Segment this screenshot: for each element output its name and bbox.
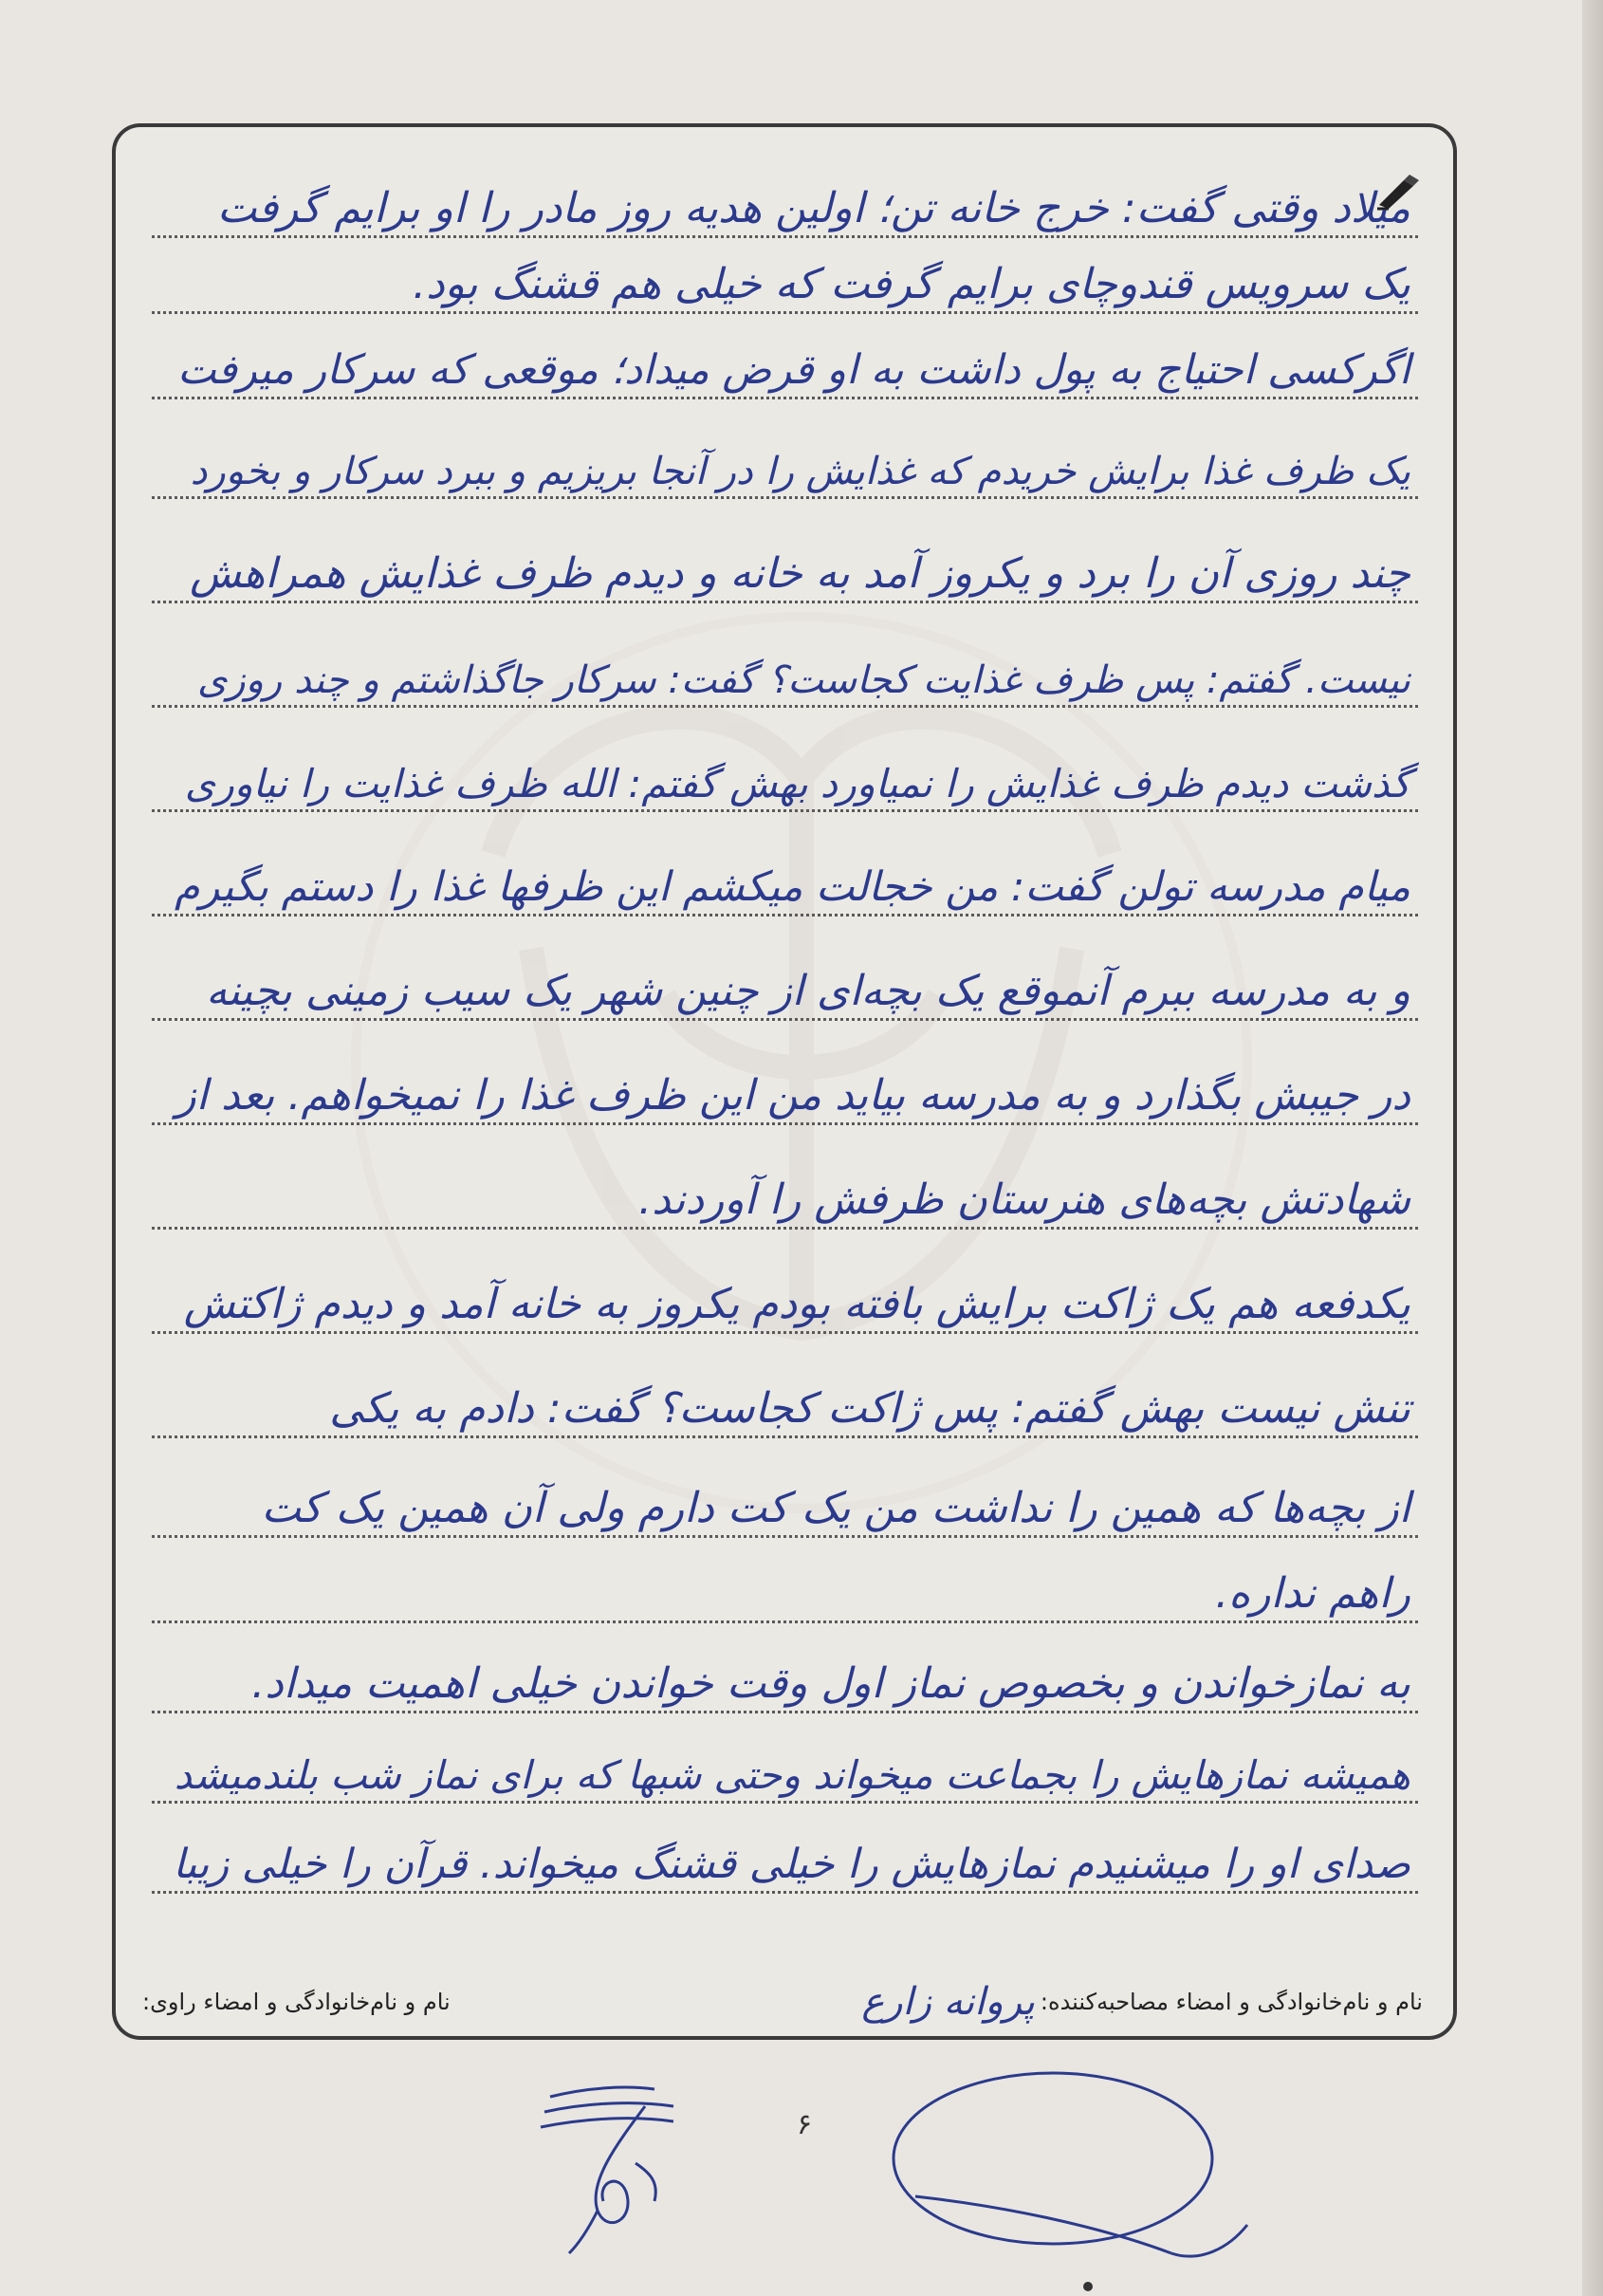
handwritten-line: اگرکسی احتیاج به پول داشت به او قرض میداد؛ موقعی که سرکار میرفت [177,346,1410,394]
text-line [152,1817,1418,1894]
handwritten-line: گذشت دیدم ظرف غذایش را نمیاورد بهش گفتم: الله ظرف غذایت را نیاوری [184,761,1410,806]
handwritten-line: صدای او را میشنیدم نمازهایش را خیلی قشنگ میخواند. قرآن را خیلی زیبا [173,1841,1410,1888]
narrator-label: نام و نام‌خانوادگی و امضاء راوی: [142,1989,451,2015]
page-number: ۶ [797,2108,813,2141]
text-line [152,1257,1418,1334]
interviewer-label: نام و نام‌خانوادگی و امضاء مصاحبه‌کننده: [1040,1989,1423,2015]
handwritten-line: از بچه‌ها که همین را نداشت من یک کت دارم ولی آن همین یک کت [261,1484,1410,1532]
text-line [152,323,1418,399]
interviewer-signature [531,2068,692,2258]
handwritten-line: میام مدرسه تولن گفت: من خجالت میکشم این ظرفها غذا را دستم بگیرم [174,863,1410,911]
handwritten-line: نیست. گفتم: پس ظرف غذایت کجاست؟ گفت: سرکار جاگذاشتم و چند روزی [196,658,1410,702]
text-line [152,422,1418,499]
interviewer-name: پروانه زارع [861,1980,1035,2024]
text-line [152,1727,1418,1804]
text-line [152,527,1418,603]
handwritten-line: شهادتش بچه‌های هنرستان ظرفش را آوردند. [638,1176,1410,1224]
handwritten-line: راهم نداره. [1215,1569,1410,1618]
narrator-signature [887,2064,1257,2258]
text-line [152,631,1418,708]
text-line [152,1461,1418,1538]
text-line [152,840,1418,917]
text-line [152,1546,1418,1623]
interviewer-field [861,1980,1423,2024]
handwritten-line: و به مدرسه ببرم آنموقع یک بچه‌ای از چنین شهر یک سیب زمینی بچینه [206,967,1410,1015]
handwritten-line: تنش نیست بهش گفتم: پس ژاکت کجاست؟ گفت: دادم به یکی [329,1384,1410,1433]
text-line [152,1153,1418,1230]
text-line [152,1637,1418,1713]
handwritten-line: در جیبش بگذارد و به مدرسه بیاید من این ظرف غذا را نمیخواهم. بعد از [175,1071,1410,1120]
signature-footer [142,1978,1423,2026]
handwritten-line: همیشه نمازهایش را بجماعت میخواند وحتی شبها که برای نماز شب بلندمیشد [174,1752,1410,1798]
text-line [152,1048,1418,1125]
handwritten-line: چند روزی آن را برد و یکروز آمد به خانه و دیدم ظرف غذایش همراهش [190,549,1410,598]
handwritten-line: یک سرویس قندوچای برایم گرفت که خیلی هم قشنگ بود. [413,260,1410,308]
paper-edge [1582,0,1603,2296]
handwritten-line: یک ظرف غذا برایش خریدم که غذایش را در آنجا بریزیم و ببرد سرکار و بخورد [190,450,1410,493]
text-line [152,944,1418,1021]
scan-dot [1083,2282,1093,2291]
handwritten-line: به نمازخواندن و بخصوص نماز اول وقت خواندن خیلی اهمیت میداد. [251,1659,1410,1708]
text-line [152,1361,1418,1438]
text-line [152,161,1418,238]
handwritten-line: یکدفعه هم یک ژاکت برایش بافته بودم یکروز به خانه آمد و دیدم ژاکتش [183,1280,1410,1328]
text-line [152,735,1418,812]
text-line [152,237,1418,314]
handwritten-line: میلاد وقتی گفت: خرج خانه تن؛ اولین هدیه روز مادر را او برایم گرفت [216,184,1410,232]
